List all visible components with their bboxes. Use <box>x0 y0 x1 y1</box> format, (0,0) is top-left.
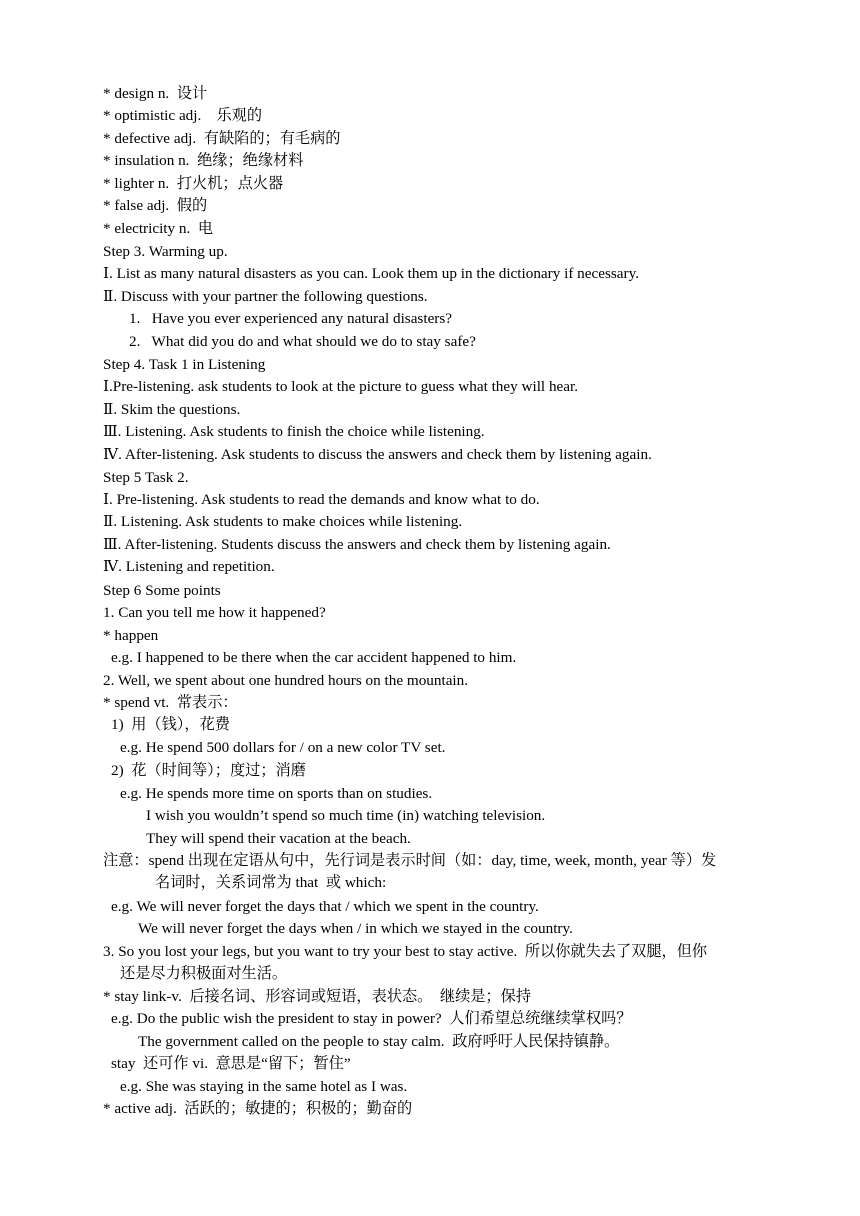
step3-item-1: Ⅰ. List as many natural disasters as you can. Look them up in the dictionary if necessary. <box>103 265 640 282</box>
question-1: 1. Have you ever experienced any natural disasters? <box>129 310 453 327</box>
step5-item-2: Ⅱ. Listening. Ask students to make choices while listening. <box>103 513 463 530</box>
note-example-2: We will never forget the days when / in which we stayed in the country. <box>138 920 573 937</box>
step4-item-2: Ⅱ. Skim the questions. <box>103 401 241 418</box>
happen-entry: * happen <box>103 627 159 644</box>
step4-item-4: Ⅳ. After-listening. Ask students to discuss the answers and check them by listening again. <box>103 446 652 463</box>
step4-item-1: Ⅰ.Pre-listening. ask students to look at the picture to guess what they will hear. <box>103 378 579 395</box>
question-2: 2. What did you do and what should we do to stay safe? <box>129 333 476 350</box>
note-line-1: 注意：spend 出现在定语从句中，先行词是表示时间（如：day, time, week, month, year 等）发 <box>103 852 717 869</box>
step6-heading: Step 6 Some points <box>103 582 221 599</box>
stay-example-2: The government called on the people to stay calm. 政府呼吁人民保持镇静。 <box>138 1033 620 1050</box>
spend-sense-2: 2) 花（时间等）；度过；消磨 <box>111 762 306 779</box>
note-example-1: e.g. We will never forget the days that / which we spent in the country. <box>111 898 539 915</box>
point-1: 1. Can you tell me how it happened? <box>103 604 326 621</box>
spend-entry: * spend vt. 常表示： <box>103 694 238 711</box>
spend-example-1: e.g. He spend 500 dollars for / on a new color TV set. <box>120 739 446 756</box>
step4-item-3: Ⅲ. Listening. Ask students to finish the choice while listening. <box>103 423 485 440</box>
happen-example: e.g. I happened to be there when the car accident happened to him. <box>111 649 517 666</box>
step5-heading: Step 5 Task 2. <box>103 469 189 486</box>
active-entry: * active adj. 活跃的；敏捷的；积极的；勤奋的 <box>103 1100 413 1117</box>
note-line-2: 名词时，关系词常为 that 或 which: <box>155 874 387 891</box>
vocab-defective: * defective adj. 有缺陷的；有毛病的 <box>103 130 341 147</box>
vocab-lighter: * lighter n. 打火机；点火器 <box>103 175 284 192</box>
vocab-optimistic: * optimistic adj. 乐观的 <box>103 107 263 124</box>
point-3: 3. So you lost your legs, but you want to try your best to stay active. 所以你就失去了双腿，但你 <box>103 943 708 960</box>
vocab-false: * false adj. 假的 <box>103 197 208 214</box>
vocab-insulation: * insulation n. 绝缘；绝缘材料 <box>103 152 304 169</box>
stay-example-3: e.g. She was staying in the same hotel as I was. <box>120 1078 408 1095</box>
step5-item-4: Ⅳ. Listening and repetition. <box>103 558 275 575</box>
vocab-electricity: * electricity n. 电 <box>103 220 214 237</box>
spend-example-2: e.g. He spends more time on sports than on studies. <box>120 785 433 802</box>
stay-example-1: e.g. Do the public wish the president to stay in power? 人们希望总统继续掌权吗？ <box>111 1010 632 1027</box>
step3-item-2: Ⅱ. Discuss with your partner the following questions. <box>103 288 428 305</box>
point-2: 2. Well, we spent about one hundred hours on the mountain. <box>103 672 469 689</box>
spend-example-3: I wish you wouldn’t spend so much time (in) watching television. <box>146 807 546 824</box>
step4-heading: Step 4. Task 1 in Listening <box>103 356 266 373</box>
stay-entry: * stay link-v. 后接名词、形容词或短语，表状态。 继续是；保持 <box>103 988 532 1005</box>
spend-example-4: They will spend their vacation at the beach. <box>146 830 411 847</box>
stay-vi-note: stay 还可作 vi. 意思是“留下；暂住” <box>111 1055 351 1072</box>
step5-item-3: Ⅲ. After-listening. Students discuss the answers and check them by listening again. <box>103 536 611 553</box>
step3-heading: Step 3. Warming up. <box>103 243 228 260</box>
point-3-continued: 还是尽力积极面对生活。 <box>120 965 288 982</box>
spend-sense-1: 1) 用（钱），花费 <box>111 716 230 733</box>
vocab-design: * design n. 设计 <box>103 85 208 102</box>
step5-item-1: Ⅰ. Pre-listening. Ask students to read the demands and know what to do. <box>103 491 540 508</box>
